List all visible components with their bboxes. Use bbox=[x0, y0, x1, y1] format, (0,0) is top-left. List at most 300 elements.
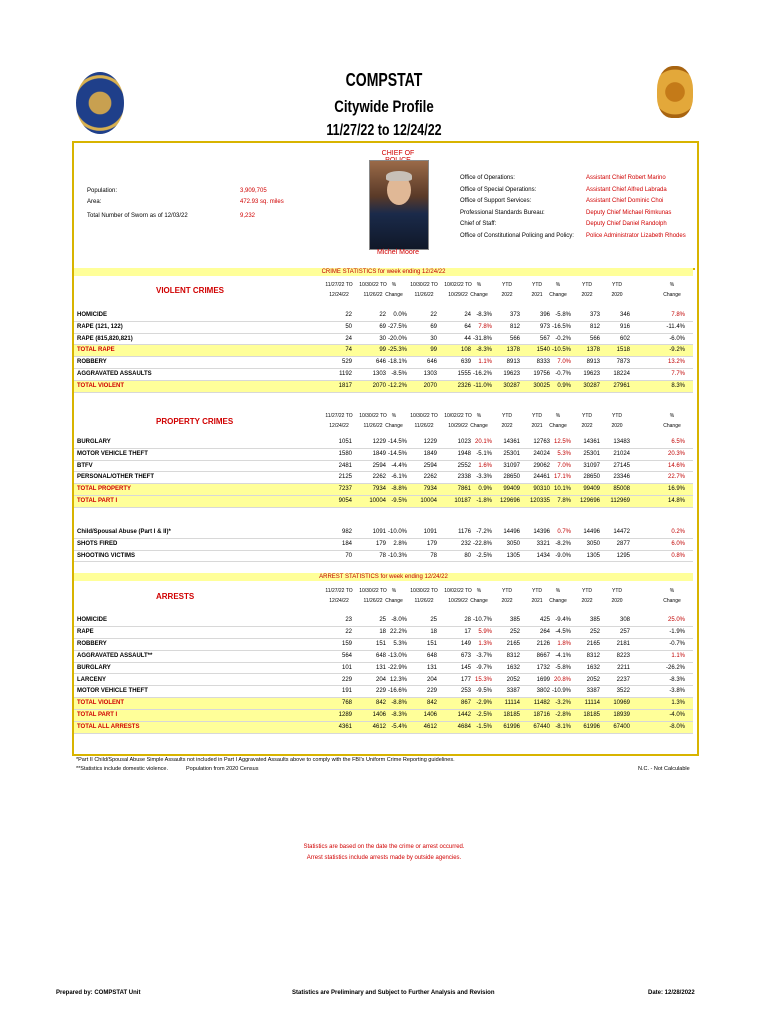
table-row bbox=[74, 357, 693, 369]
cell-value: 25.0% bbox=[667, 617, 685, 623]
row-label: BTFV bbox=[77, 462, 93, 469]
cell-value: 385 bbox=[589, 617, 600, 623]
cell-value: 90310 bbox=[533, 486, 550, 493]
column-header-top: % bbox=[669, 588, 675, 594]
cell-value: 373 bbox=[589, 312, 600, 318]
crime-statistics-banner: CRIME STATISTICS for week ending 12/24/22 bbox=[74, 268, 693, 276]
cell-value: 7237 bbox=[338, 486, 352, 493]
row-label: AGGRAVATED ASSAULT** bbox=[77, 652, 153, 659]
cell-value: 70 bbox=[345, 552, 352, 559]
cell-value: 2262 bbox=[372, 474, 386, 481]
cell-value: -3.3% bbox=[476, 474, 492, 481]
cell-value: 24024 bbox=[533, 450, 550, 457]
cell-value: 812 bbox=[589, 323, 600, 330]
cell-value: 3802 bbox=[536, 688, 550, 695]
cell-value: 10.1% bbox=[553, 486, 571, 493]
cell-value: 18 bbox=[379, 628, 386, 635]
cell-value: 3050 bbox=[506, 540, 520, 547]
column-header-bottom: 12/24/22 bbox=[329, 292, 349, 298]
cell-value: -8.0% bbox=[669, 724, 685, 731]
cell-value: -8.5% bbox=[391, 371, 407, 377]
cell-value: 1176 bbox=[458, 529, 471, 535]
cell-value: 4612 bbox=[423, 724, 437, 731]
cell-value: -9.5% bbox=[476, 688, 492, 695]
cell-value: 308 bbox=[619, 617, 630, 623]
table-row bbox=[74, 686, 693, 698]
row-label: LARCENY bbox=[77, 676, 107, 683]
column-header-top: YTD bbox=[502, 413, 512, 419]
cell-value: 2877 bbox=[616, 540, 630, 547]
table-row bbox=[74, 381, 693, 393]
cell-value: 2237 bbox=[616, 676, 630, 683]
cell-value: 18224 bbox=[613, 371, 630, 377]
cell-value: 11114 bbox=[584, 700, 600, 707]
cell-value: 24461 bbox=[533, 474, 550, 481]
cell-value: -1.9% bbox=[669, 628, 685, 635]
cell-value: -10.9% bbox=[551, 688, 571, 695]
cell-value: 1.1% bbox=[671, 652, 685, 659]
cell-value: 9054 bbox=[338, 498, 352, 504]
column-header-bottom: Change bbox=[385, 423, 403, 429]
table-row bbox=[74, 651, 693, 663]
methodology-line-1: Statistics are based on the date the crime or arrest occurred. bbox=[303, 844, 465, 850]
cell-value: -8.8% bbox=[391, 486, 407, 493]
table-row bbox=[74, 322, 693, 334]
cell-value: 646 bbox=[426, 359, 437, 366]
population-value: 3,909,705 bbox=[240, 188, 267, 194]
column-header-top: 10/30/22 TO bbox=[410, 588, 438, 594]
cell-value: -2.8% bbox=[555, 712, 571, 719]
cell-value: 3321 bbox=[536, 540, 550, 547]
table-row bbox=[74, 698, 693, 710]
cell-value: 112969 bbox=[610, 498, 630, 504]
cell-value: 151 bbox=[426, 640, 437, 647]
cell-value: 973 bbox=[539, 323, 550, 330]
cell-value: 1305 bbox=[506, 552, 520, 559]
cell-value: 2262 bbox=[423, 474, 437, 481]
cell-value: 10969 bbox=[613, 700, 630, 707]
chief-of-police-label: CHIEF OF bbox=[381, 150, 415, 157]
cell-value: 17.1% bbox=[553, 474, 571, 481]
cell-value: 2165 bbox=[506, 640, 520, 647]
column-header-top: YTD bbox=[582, 588, 592, 594]
column-header-bottom: 2020 bbox=[611, 423, 623, 429]
cell-value: 648 bbox=[375, 652, 386, 659]
cell-value: 191 bbox=[341, 688, 352, 695]
table-row bbox=[74, 472, 693, 484]
office-head-name: Assistant Chief Dominic Choi bbox=[586, 198, 664, 204]
cell-value: 22 bbox=[430, 312, 437, 318]
table-row bbox=[74, 461, 693, 473]
cell-value: 673 bbox=[460, 652, 471, 659]
cell-value: 0.9% bbox=[557, 382, 571, 389]
cell-value: 1289 bbox=[338, 712, 352, 719]
cell-value: 108 bbox=[460, 347, 471, 354]
cell-value: 7873 bbox=[616, 359, 630, 366]
cell-value: 1229 bbox=[372, 439, 386, 445]
cell-value: 14496 bbox=[503, 529, 520, 535]
cell-value: 14.8% bbox=[667, 498, 685, 504]
cell-value: -22.8% bbox=[472, 540, 492, 547]
violent-crimes-title: VIOLENT CRIMES bbox=[156, 286, 225, 295]
row-label: RAPE (815,820,821) bbox=[77, 335, 133, 342]
column-header-bottom: 2021 bbox=[531, 292, 543, 298]
column-header-bottom: Change bbox=[549, 292, 567, 298]
cell-value: 1849 bbox=[423, 450, 437, 457]
table-row bbox=[74, 437, 693, 449]
cell-value: 3522 bbox=[616, 688, 630, 695]
column-header-top: % bbox=[669, 282, 675, 288]
cell-value: 99 bbox=[430, 347, 437, 354]
cell-value: 2594 bbox=[372, 462, 386, 469]
cell-value: 129696 bbox=[499, 498, 520, 504]
footnote-domestic: **Statistics include domestic violence. bbox=[76, 766, 169, 772]
cell-value: 12.3% bbox=[389, 676, 407, 683]
cell-value: 18185 bbox=[503, 712, 520, 719]
cell-value: -27.5% bbox=[387, 323, 407, 330]
cell-value: 842 bbox=[426, 700, 437, 707]
column-header-top: YTD bbox=[502, 282, 512, 288]
cell-value: 67440 bbox=[533, 724, 550, 731]
cell-value: 1192 bbox=[339, 371, 352, 377]
cell-value: 1023 bbox=[457, 439, 471, 445]
column-header-top: 10/02/22 TO bbox=[444, 282, 472, 288]
prepared-by: Prepared by: COMPSTAT Unit bbox=[56, 990, 141, 996]
cell-value: 99 bbox=[379, 347, 386, 354]
cell-value: -5.8% bbox=[555, 664, 571, 671]
cell-value: -10.0% bbox=[387, 529, 407, 535]
cell-value: 2126 bbox=[536, 640, 550, 647]
cell-value: 23346 bbox=[613, 474, 630, 481]
cell-value: 14.6% bbox=[667, 462, 685, 469]
cell-value: 27961 bbox=[613, 382, 630, 389]
cell-value: 648 bbox=[426, 652, 437, 659]
row-label: ROBBERY bbox=[77, 640, 107, 647]
cell-value: 7861 bbox=[457, 486, 471, 493]
column-header-bottom: Change bbox=[549, 598, 567, 604]
cell-value: -9.4% bbox=[555, 617, 571, 623]
cell-value: 2211 bbox=[617, 664, 630, 671]
column-header-top: 11/27/22 TO bbox=[325, 413, 353, 419]
row-label: BURGLARY bbox=[77, 439, 111, 445]
column-header-bottom: 2022 bbox=[501, 292, 513, 298]
cell-value: -9.7% bbox=[476, 664, 492, 671]
cell-value: 22.7% bbox=[667, 474, 685, 481]
column-header-bottom: 2021 bbox=[531, 423, 543, 429]
cell-value: 4684 bbox=[457, 724, 471, 731]
cell-value: -3.2% bbox=[555, 700, 571, 707]
column-header-top: 11/27/22 TO bbox=[325, 588, 353, 594]
cell-value: 2552 bbox=[457, 462, 471, 469]
row-label: TOTAL VIOLENT bbox=[77, 700, 125, 707]
column-header-bottom: 11/26/22 bbox=[363, 292, 383, 298]
cell-value: 177 bbox=[460, 676, 471, 683]
cell-value: 567 bbox=[539, 335, 550, 342]
column-header-bottom: 10/29/22 bbox=[448, 598, 468, 604]
column-header-bottom: 2022 bbox=[501, 598, 513, 604]
cell-value: 0.9% bbox=[478, 486, 492, 493]
cell-value: -1.8% bbox=[476, 498, 492, 504]
cell-value: 31097 bbox=[503, 462, 520, 469]
cell-value: 20.8% bbox=[553, 676, 571, 683]
cell-value: 50 bbox=[345, 323, 352, 330]
cell-value: -5.4% bbox=[391, 724, 407, 731]
city-seal-logo bbox=[76, 72, 124, 134]
cell-value: -8.3% bbox=[391, 712, 407, 719]
cell-value: 1091 bbox=[423, 529, 437, 535]
table-row bbox=[74, 449, 693, 461]
column-header-top: YTD bbox=[502, 588, 512, 594]
cell-value: 2481 bbox=[338, 462, 352, 469]
cell-value: 7.8% bbox=[671, 312, 685, 318]
cell-value: 768 bbox=[341, 700, 352, 707]
cell-value: 85008 bbox=[613, 486, 630, 493]
cell-value: 916 bbox=[619, 323, 630, 330]
column-header-bottom: 2020 bbox=[611, 292, 623, 298]
cell-value: -0.7% bbox=[555, 371, 571, 377]
area-label: Area: bbox=[87, 199, 102, 205]
cell-value: 3050 bbox=[586, 540, 600, 547]
cell-value: -2.9% bbox=[476, 700, 492, 707]
table-row bbox=[74, 551, 693, 563]
cell-value: 44 bbox=[464, 335, 471, 342]
cell-value: 28 bbox=[464, 617, 471, 623]
column-header-top: YTD bbox=[582, 282, 592, 288]
table-row bbox=[74, 710, 693, 722]
cell-value: 3387 bbox=[586, 688, 600, 695]
table-row bbox=[74, 369, 693, 381]
cell-value: -10.3% bbox=[387, 552, 407, 559]
cell-value: 1378 bbox=[586, 347, 600, 354]
cell-value: -11.4% bbox=[666, 323, 685, 330]
column-header-bottom: 11/26/22 bbox=[414, 423, 434, 429]
cell-value: 1632 bbox=[586, 664, 600, 671]
column-header-bottom: 2022 bbox=[501, 423, 513, 429]
cell-value: 7934 bbox=[423, 486, 437, 493]
column-header-top: % bbox=[555, 588, 561, 594]
cell-value: 10004 bbox=[369, 498, 386, 504]
cell-value: 12763 bbox=[533, 439, 550, 445]
cell-value: -16.5% bbox=[551, 323, 571, 330]
office-label: Office of Constitutional Policing and Policy: bbox=[460, 232, 574, 239]
column-header-bottom: 2022 bbox=[581, 598, 593, 604]
cell-value: -5.1% bbox=[476, 450, 492, 457]
column-header-top: 10/30/22 TO bbox=[359, 588, 387, 594]
cell-value: 1303 bbox=[423, 371, 437, 377]
row-label: TOTAL VIOLENT bbox=[77, 382, 125, 389]
footnote-not-calculable: N.C. - Not Calculable bbox=[638, 766, 690, 772]
cell-value: 252 bbox=[509, 628, 520, 635]
cell-value: -8.8% bbox=[391, 700, 407, 707]
cell-value: -8.2% bbox=[555, 540, 571, 547]
cell-value: 3387 bbox=[506, 688, 520, 695]
cell-value: 1948 bbox=[457, 450, 471, 457]
cell-value: 80 bbox=[464, 552, 471, 559]
cell-value: 385 bbox=[509, 617, 520, 623]
cell-value: 253 bbox=[460, 688, 471, 695]
column-header-bottom: Change bbox=[470, 598, 488, 604]
cell-value: 229 bbox=[375, 688, 386, 695]
cell-value: -8.3% bbox=[476, 312, 492, 318]
table-row bbox=[74, 663, 693, 675]
cell-value: 22 bbox=[345, 628, 352, 635]
column-header-top: 10/30/22 TO bbox=[410, 282, 438, 288]
table-row bbox=[74, 615, 693, 627]
cell-value: 1.1% bbox=[478, 359, 492, 366]
cell-value: 1555 bbox=[457, 371, 471, 377]
cell-value: 18939 bbox=[613, 712, 630, 719]
row-label: TOTAL PART I bbox=[77, 498, 118, 504]
cell-value: 30 bbox=[379, 335, 386, 342]
cell-value: 232 bbox=[460, 540, 471, 547]
cell-value: 25 bbox=[430, 617, 437, 623]
cell-value: -12.2% bbox=[387, 382, 407, 389]
column-header-top: YTD bbox=[612, 413, 622, 419]
cell-value: 425 bbox=[539, 617, 550, 623]
cell-value: -4.4% bbox=[391, 462, 407, 469]
cell-value: 131 bbox=[375, 664, 386, 671]
cell-value: -8.3% bbox=[476, 347, 492, 354]
cell-value: 31097 bbox=[583, 462, 600, 469]
cell-value: 25301 bbox=[503, 450, 520, 457]
cell-value: 396 bbox=[539, 312, 550, 318]
cell-value: -5.8% bbox=[555, 312, 571, 318]
property-crimes-title: PROPERTY CRIMES bbox=[156, 417, 234, 426]
cell-value: 264 bbox=[539, 628, 550, 635]
cell-value: 1442 bbox=[457, 712, 471, 719]
cell-value: 145 bbox=[460, 664, 471, 671]
office-label: Chief of Staff: bbox=[460, 221, 497, 227]
cell-value: 8.3% bbox=[671, 382, 685, 389]
table-row bbox=[74, 675, 693, 687]
row-label: AGGRAVATED ASSAULTS bbox=[77, 371, 152, 377]
office-label: Office of Support Services: bbox=[460, 198, 532, 204]
cell-value: 4361 bbox=[338, 724, 352, 731]
column-header-bottom: 11/26/22 bbox=[363, 598, 383, 604]
cell-value: 0.0% bbox=[393, 312, 407, 318]
row-label: HOMICIDE bbox=[77, 312, 107, 318]
cell-value: 18 bbox=[430, 628, 437, 635]
cell-value: 566 bbox=[589, 335, 600, 342]
cell-value: 69 bbox=[379, 323, 386, 330]
cell-value: 14361 bbox=[503, 439, 520, 445]
column-header-top: 10/30/22 TO bbox=[359, 282, 387, 288]
cell-value: 566 bbox=[509, 335, 520, 342]
cell-value: 204 bbox=[375, 676, 386, 683]
cell-value: 30 bbox=[430, 335, 437, 342]
row-label: TOTAL ALL ARRESTS bbox=[77, 724, 140, 731]
cell-value: 99409 bbox=[583, 486, 600, 493]
cell-value: 2052 bbox=[586, 676, 600, 683]
cell-value: 1051 bbox=[338, 439, 352, 445]
cell-value: 6.5% bbox=[671, 439, 685, 445]
cell-value: -3.7% bbox=[476, 652, 492, 659]
cell-value: -10.7% bbox=[472, 617, 492, 623]
column-header-top: YTD bbox=[582, 413, 592, 419]
column-header-bottom: 12/24/22 bbox=[329, 423, 349, 429]
cell-value: -9.0% bbox=[555, 552, 571, 559]
cell-value: 5.3% bbox=[557, 450, 571, 457]
cell-value: 4612 bbox=[372, 724, 386, 731]
cell-value: 10187 bbox=[454, 498, 471, 504]
cell-value: -9.2% bbox=[669, 347, 685, 354]
office-head-name: Police Administrator Lizabeth Rhodes bbox=[586, 232, 686, 239]
preliminary-notice: Statistics are Preliminary and Subject to Further Analysis and Revision bbox=[292, 990, 495, 996]
report-date-range: 11/27/22 to 12/24/22 bbox=[326, 122, 442, 139]
cell-value: 7.0% bbox=[557, 462, 571, 469]
cell-value: 16.9% bbox=[667, 486, 685, 493]
cell-value: -16.2% bbox=[472, 371, 492, 377]
table-row bbox=[74, 527, 693, 539]
office-label: Office of Operations: bbox=[460, 175, 515, 181]
cell-value: 19623 bbox=[583, 371, 600, 377]
column-header-bottom: 11/26/22 bbox=[414, 598, 434, 604]
cell-value: 22.2% bbox=[389, 628, 407, 635]
cell-value: 2.8% bbox=[393, 540, 407, 547]
cell-value: 1229 bbox=[423, 439, 437, 445]
row-label: ROBBERY bbox=[77, 359, 107, 366]
cell-value: 151 bbox=[375, 640, 386, 647]
cell-value: -22.9% bbox=[387, 664, 407, 671]
cell-value: 23 bbox=[345, 617, 352, 623]
cell-value: -18.1% bbox=[387, 359, 407, 366]
table-row bbox=[74, 639, 693, 651]
sworn-label: Total Number of Sworn as of 12/03/22 bbox=[87, 213, 188, 219]
cell-value: 17 bbox=[464, 628, 471, 635]
cell-value: 19623 bbox=[503, 371, 520, 377]
cell-value: 8913 bbox=[506, 359, 520, 366]
row-label: TOTAL PART I bbox=[77, 712, 118, 719]
cell-value: 346 bbox=[619, 312, 630, 318]
cell-value: 15.3% bbox=[474, 676, 492, 683]
cell-value: -20.0% bbox=[387, 335, 407, 342]
cell-value: 11114 bbox=[504, 700, 520, 707]
cell-value: 2070 bbox=[372, 382, 386, 389]
report-subtitle: Citywide Profile bbox=[334, 97, 434, 116]
cell-value: -9.5% bbox=[391, 498, 407, 504]
cell-value: 22 bbox=[345, 312, 352, 318]
cell-value: 27145 bbox=[613, 462, 630, 469]
column-header-top: % bbox=[391, 413, 397, 419]
cell-value: -25.3% bbox=[387, 347, 407, 354]
column-header-bottom: 2022 bbox=[581, 423, 593, 429]
column-header-top: % bbox=[476, 282, 482, 288]
cell-value: 0.7% bbox=[557, 529, 571, 535]
column-header-bottom: 11/26/22 bbox=[363, 423, 383, 429]
cell-value: 1295 bbox=[616, 552, 630, 559]
cell-value: 229 bbox=[426, 688, 437, 695]
cell-value: -13.0% bbox=[387, 652, 407, 659]
table-row bbox=[74, 484, 693, 496]
cell-value: -2.5% bbox=[476, 712, 492, 719]
column-header-bottom: 11/26/22 bbox=[414, 292, 434, 298]
column-header-bottom: 12/24/22 bbox=[329, 598, 349, 604]
cell-value: 184 bbox=[341, 540, 352, 547]
cell-value: 18716 bbox=[533, 712, 550, 719]
column-header-top: YTD bbox=[612, 282, 622, 288]
cell-value: 8312 bbox=[506, 652, 520, 659]
cell-value: 1091 bbox=[372, 529, 386, 535]
cell-value: 7.0% bbox=[557, 359, 571, 366]
office-head-name: Deputy Chief Daniel Randolph bbox=[586, 221, 667, 227]
table-row bbox=[74, 722, 693, 734]
cell-value: 149 bbox=[460, 640, 471, 647]
cell-value: 1434 bbox=[536, 552, 550, 559]
office-head-name: Assistant Chief Alfred Labrada bbox=[586, 186, 667, 193]
column-header-top: 11/27/22 TO bbox=[325, 282, 353, 288]
cell-value: 1518 bbox=[616, 347, 630, 354]
cell-value: 20.3% bbox=[667, 450, 685, 457]
